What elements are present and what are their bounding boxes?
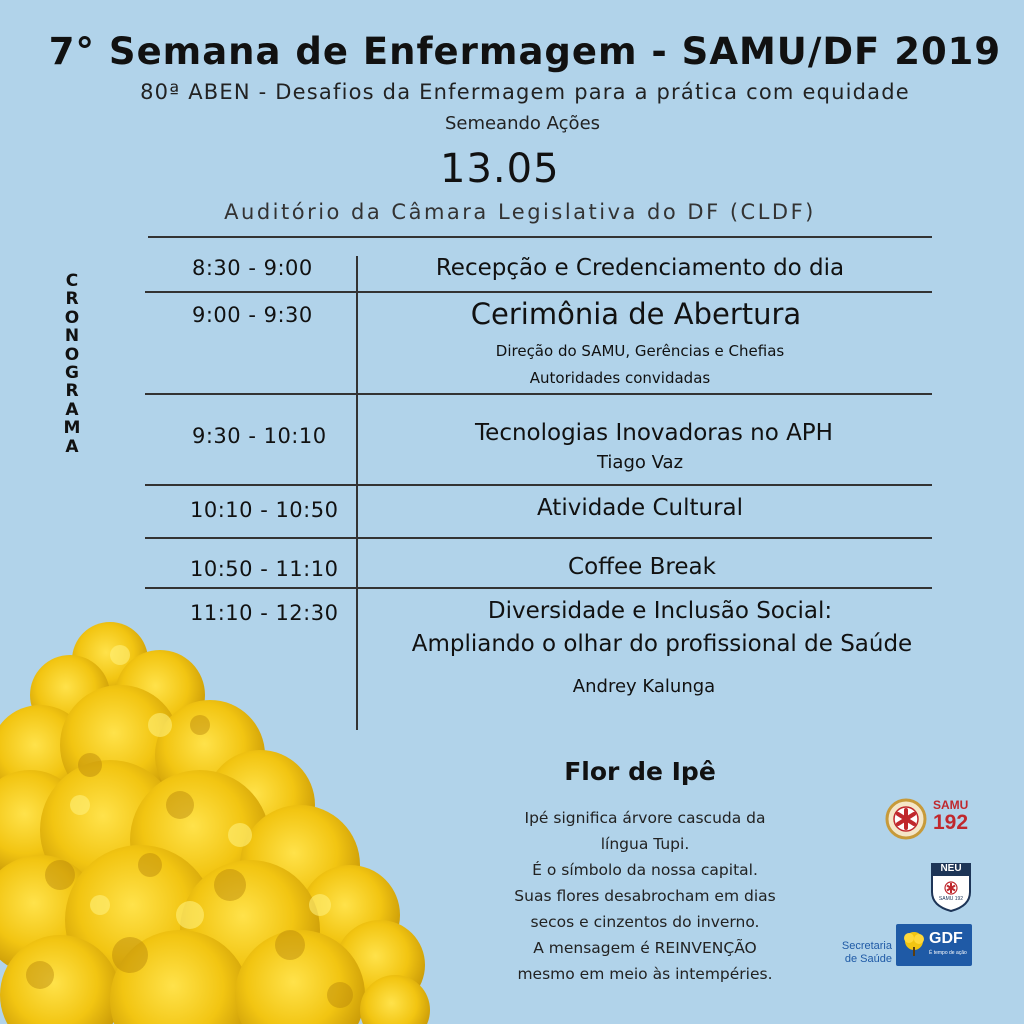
- schedule-speaker: Tiago Vaz: [596, 452, 684, 473]
- neu-logo: [930, 862, 972, 912]
- cronograma-letter: N: [64, 326, 80, 347]
- event-subtitle: 80ª ABEN - Desafios da Enfermagem para a prática com equidade: [140, 80, 910, 104]
- flor-description: [480, 805, 810, 987]
- schedule-time: 10:10 - 10:50: [190, 498, 339, 522]
- cronograma-letter: O: [64, 307, 80, 328]
- schedule-time: 8:30 - 9:00: [192, 256, 313, 280]
- flor-description-line: É o símbolo da nossa capital.: [532, 861, 758, 879]
- samu-number: 192: [933, 811, 969, 834]
- divider: [145, 484, 932, 486]
- gdf-tagline: É tempo de ação: [929, 950, 967, 956]
- divider: [145, 537, 932, 539]
- samu-emblem-icon: [885, 798, 927, 840]
- schedule-detail: Autoridades convidadas: [529, 369, 711, 387]
- flor-description-line: Suas flores desabrocham em dias: [514, 887, 776, 905]
- flor-title: Flor de Ipê: [564, 757, 716, 786]
- event-date: 13.05: [440, 146, 560, 192]
- cronograma-letter: A: [65, 399, 79, 420]
- cronograma-letter: M: [63, 418, 81, 439]
- event-venue: Auditório da Câmara Legislativa do DF (CLDF): [224, 200, 816, 224]
- event-title: 7° Semana de Enfermagem - SAMU/DF 2019: [48, 30, 1002, 73]
- cronograma-letter: R: [65, 289, 79, 310]
- ipe-flower-icon: [900, 929, 928, 957]
- schedule-title: Ampliando o olhar do profissional de Saúde: [411, 631, 913, 657]
- gdf-logo: [896, 924, 972, 966]
- cronograma-letter: G: [65, 363, 79, 384]
- event-tagline: Semeando Ações: [444, 113, 601, 134]
- cronograma-vertical-label: [62, 272, 82, 456]
- flor-description-line: secos e cinzentos do inverno.: [530, 913, 760, 931]
- secretaria-saude-label: Secretaria de Saúde: [841, 940, 892, 965]
- schedule-title: Coffee Break: [568, 554, 716, 580]
- cronograma-letter: R: [65, 381, 79, 402]
- schedule-title: Diversidade e Inclusão Social:: [487, 598, 833, 624]
- schedule-time: 10:50 - 11:10: [190, 557, 339, 581]
- cronograma-letter: A: [65, 436, 79, 457]
- schedule-title: Recepção e Credenciamento do dia: [435, 255, 845, 281]
- flor-description-line: Ipé significa árvore cascuda da: [524, 809, 766, 827]
- schedule-title: Atividade Cultural: [536, 495, 744, 521]
- cronograma-letter: C: [65, 271, 79, 291]
- schedule-title: Tecnologias Inovadoras no APH: [475, 420, 833, 446]
- flor-description-line: mesmo em meio às intempéries.: [517, 965, 773, 983]
- schedule-time: 9:30 - 10:10: [192, 424, 327, 448]
- schedule-detail: Direção do SAMU, Gerências e Chefias: [495, 342, 785, 360]
- divider: [145, 393, 932, 395]
- neu-sublabel: SAMU 192: [938, 896, 964, 902]
- divider: [145, 587, 932, 589]
- divider: [145, 291, 932, 293]
- schedule-time: 9:00 - 9:30: [192, 303, 313, 327]
- flor-description-line: A mensagem é REINVENÇÃO: [533, 939, 757, 957]
- samu-label: SAMU: [933, 798, 969, 812]
- neu-label: NEU: [940, 863, 962, 874]
- gdf-label: GDF: [929, 930, 963, 947]
- schedule-title: Cerimônia de Abertura: [470, 297, 802, 331]
- schedule-speaker: Andrey Kalunga: [572, 676, 716, 697]
- samu-192-logo: [885, 798, 985, 842]
- cronograma-letter: O: [64, 344, 80, 365]
- schedule-time: 11:10 - 12:30: [190, 601, 339, 625]
- divider: [148, 236, 932, 238]
- flor-description-line: língua Tupi.: [600, 835, 690, 853]
